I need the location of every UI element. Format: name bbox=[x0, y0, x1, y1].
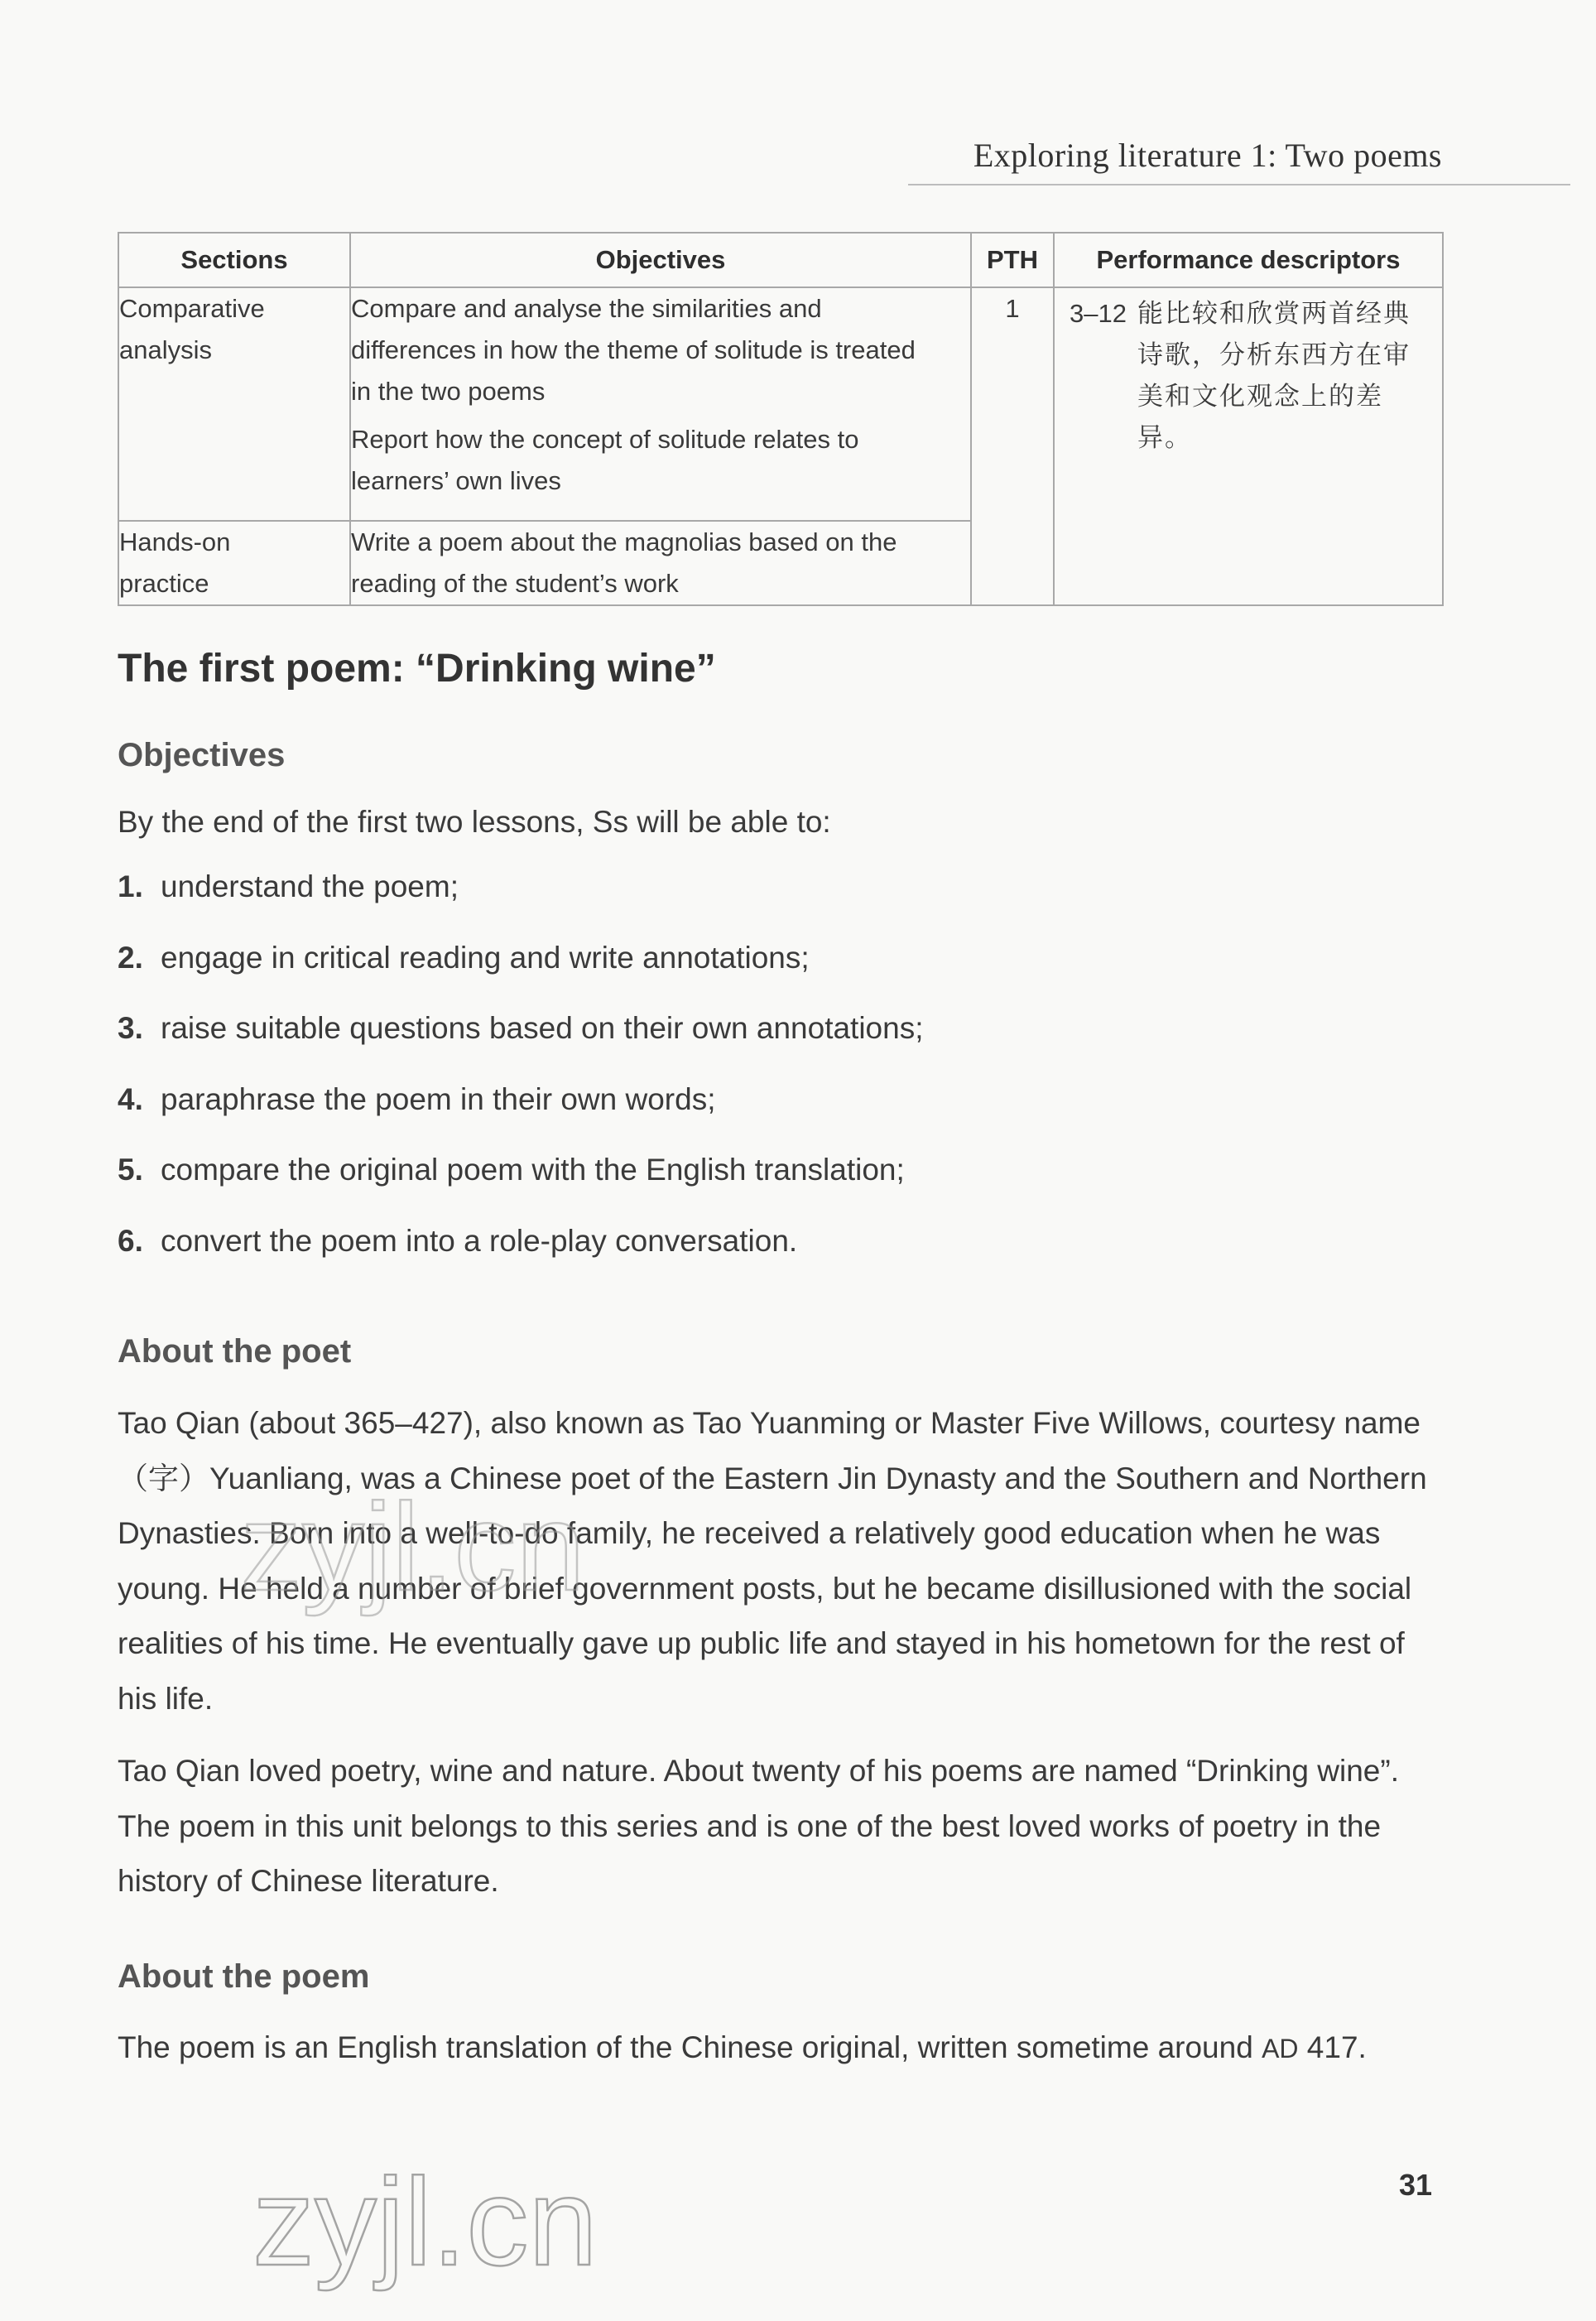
table-header-row bbox=[118, 233, 1443, 287]
objective-line: reading of the student’s work bbox=[351, 569, 679, 598]
section-cell bbox=[118, 287, 350, 521]
item-text: raise suitable questions based on their own annotations; bbox=[161, 1011, 924, 1045]
running-head: Exploring literature 1: Two poems bbox=[973, 137, 1442, 174]
objective-line: in the two poems bbox=[351, 377, 546, 406]
watermark-logo bbox=[248, 2120, 637, 2294]
section-cell bbox=[118, 521, 350, 605]
header-rule bbox=[908, 184, 1570, 185]
paragraph-line: （字）Yuanliang, was a Chinese poet of the Eastern Jin Dynasty and the Southern and Northern bbox=[118, 1461, 1427, 1495]
item-number: 1. bbox=[118, 869, 143, 903]
paragraph-line: The poem in this unit belongs to this series and is one of the best loved works of poetry in the bbox=[118, 1808, 1382, 1843]
item-text: convert the poem into a role-play conversation. bbox=[161, 1223, 798, 1258]
paragraph-line: Tao Qian loved poetry, wine and nature. About twenty of his poems are named “Drinking wine”. bbox=[118, 1754, 1399, 1788]
section-line: Comparative bbox=[119, 294, 265, 323]
descriptor-text bbox=[1137, 293, 1411, 459]
objectives-cell bbox=[350, 521, 971, 605]
pth-cell: 1 bbox=[971, 287, 1054, 605]
list-item bbox=[118, 941, 924, 1012]
about-poet-heading: About the poet bbox=[118, 1333, 352, 1370]
item-text: engage in critical reading and write annotations; bbox=[161, 940, 810, 975]
objective-line: Compare and analyse the similarities and bbox=[351, 294, 822, 323]
watermark-text: zyjl.cn bbox=[252, 2152, 598, 2291]
objectives-intro: By the end of the first two lessons, Ss will be able to: bbox=[118, 805, 831, 839]
item-number: 3. bbox=[118, 1011, 143, 1045]
list-item bbox=[118, 1082, 924, 1153]
section-title: The first poem: “Drinking wine” bbox=[118, 647, 716, 691]
list-item bbox=[118, 1224, 924, 1295]
table-row bbox=[118, 287, 1443, 521]
item-text: understand the poem; bbox=[161, 869, 459, 903]
item-text: compare the original poem with the English translation; bbox=[161, 1153, 905, 1187]
section-line: practice bbox=[119, 569, 209, 598]
descriptor-line: 美和文化观念上的差异。 bbox=[1137, 382, 1383, 453]
objectives-list bbox=[118, 869, 924, 1294]
watermark-text: zyjl.cn bbox=[240, 1477, 585, 1616]
table-header-pth: PTH bbox=[971, 233, 1054, 287]
page-number: 31 bbox=[1399, 2168, 1433, 2202]
descriptor-line: 诗歌，分析东西方在审 bbox=[1137, 340, 1411, 370]
objective-line: differences in how the theme of solitude is treated bbox=[351, 335, 916, 364]
paragraph-line: Tao Qian (about 365–427), also known as Tao Yuanming or Master Five Willows, courtesy name bbox=[118, 1406, 1421, 1440]
paragraph-line: history of Chinese literature. bbox=[118, 1864, 499, 1898]
objectives-heading: Objectives bbox=[118, 737, 286, 773]
list-item bbox=[118, 869, 924, 941]
about-poem-year: 417. bbox=[1298, 2030, 1367, 2064]
objective-line: Report how the concept of solitude relates to bbox=[351, 425, 859, 454]
item-number: 2. bbox=[118, 940, 143, 975]
paragraph-line: young. He held a number of brief government posts, but he became disillusioned with the social bbox=[118, 1571, 1412, 1606]
about-poem-paragraph bbox=[118, 2020, 1459, 2077]
objective-block bbox=[351, 419, 970, 502]
table-header-descriptors: Performance descriptors bbox=[1054, 233, 1443, 287]
table-header-sections: Sections bbox=[118, 233, 350, 287]
descriptor-number: 3–12 bbox=[1070, 299, 1127, 328]
paragraph-line: Dynasties. Born into a well-to-do family, he received a relatively good education when he was bbox=[118, 1516, 1381, 1550]
objective-line: Write a poem about the magnolias based on the bbox=[351, 527, 897, 556]
objectives-cell bbox=[350, 287, 971, 521]
list-item bbox=[118, 1153, 924, 1224]
objectives-table bbox=[118, 232, 1444, 606]
descriptor-cell bbox=[1054, 287, 1443, 605]
table-header-objectives: Objectives bbox=[350, 233, 971, 287]
paragraph-line: realities of his time. He eventually gave up public life and stayed in his hometown for the rest of bbox=[118, 1626, 1405, 1660]
list-item bbox=[118, 1011, 924, 1082]
about-poem-heading: About the poem bbox=[118, 1958, 370, 1995]
item-number: 5. bbox=[118, 1153, 143, 1187]
about-poet-paragraph-2 bbox=[118, 1744, 1459, 1909]
descriptor-line: 能比较和欣赏两首经典 bbox=[1137, 299, 1411, 329]
objective-line: learners’ own lives bbox=[351, 466, 561, 495]
paragraph-line: his life. bbox=[118, 1681, 214, 1716]
item-text: paraphrase the poem in their own words; bbox=[161, 1081, 716, 1116]
watermark-overlay bbox=[232, 1457, 662, 1623]
era-abbreviation: AD bbox=[1262, 2034, 1299, 2063]
item-number: 4. bbox=[118, 1081, 143, 1116]
item-number: 6. bbox=[118, 1223, 143, 1258]
section-line: Hands-on bbox=[119, 527, 231, 556]
about-poem-text: The poem is an English translation of the Chinese original, written sometime around bbox=[118, 2030, 1262, 2064]
section-line: analysis bbox=[119, 335, 212, 364]
objective-block bbox=[351, 288, 970, 412]
